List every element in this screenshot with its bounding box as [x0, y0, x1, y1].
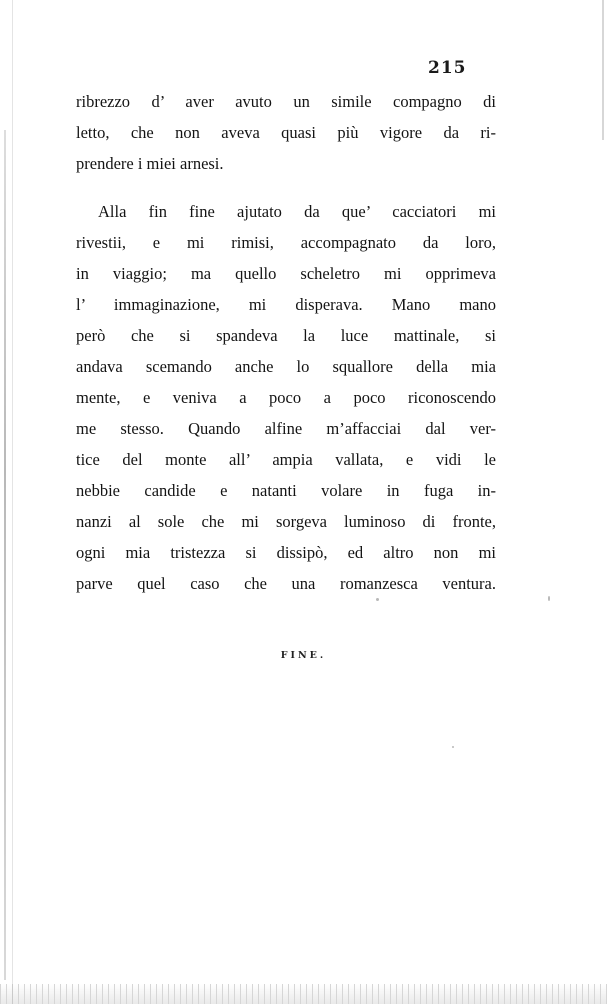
text-line: l’ immaginazione, mi disperava. Mano mano [76, 295, 496, 314]
closing-word: FINE. [280, 650, 327, 661]
text-line: però che si spandeva la luce mattinale, si [76, 326, 496, 345]
text-line: in viaggio; ma quello scheletro mi opprimeva [76, 264, 496, 283]
text-line: tice del monte all’ ampia vallata, e vidi le [76, 450, 496, 469]
paper-speck [548, 596, 550, 601]
paper-speck [452, 746, 454, 748]
page-edge-mark [602, 0, 604, 140]
text-line: nebbie candide e natanti volare in fuga in- [76, 481, 496, 500]
text-line: ogni mia tristezza si dissipò, ed altro non mi [76, 543, 496, 562]
page-edge-line [12, 0, 13, 1004]
text-line: mente, e veniva a poco a poco riconoscendo [76, 388, 496, 407]
text-line: nanzi al sole che mi sorgeva luminoso di fronte, [76, 512, 496, 531]
page-binding-shadow [4, 130, 6, 980]
body-text [76, 86, 496, 599]
page-bottom-edge [0, 984, 607, 1004]
text-line: ribrezzo d’ aver avuto un simile compagno di [76, 92, 496, 111]
page-number: 215 [428, 58, 467, 78]
paragraph-2 [76, 196, 496, 599]
text-line: letto, che non aveva quasi più vigore da ri- [76, 123, 496, 142]
text-line: me stesso. Quando alfine m’affacciai dal ver- [76, 419, 496, 438]
text-line: parve quel caso che una romanzesca ventura. [76, 574, 496, 593]
text-line: Alla fin fine ajutato da que’ cacciatori mi [98, 202, 496, 221]
text-line: rivestii, e mi rimisi, accompagnato da loro, [76, 233, 496, 252]
text-line: prendere i miei arnesi. [76, 154, 224, 173]
paper-speck [376, 598, 379, 601]
text-line: andava scemando anche lo squallore della mia [76, 357, 496, 376]
paragraph-1 [76, 86, 496, 179]
